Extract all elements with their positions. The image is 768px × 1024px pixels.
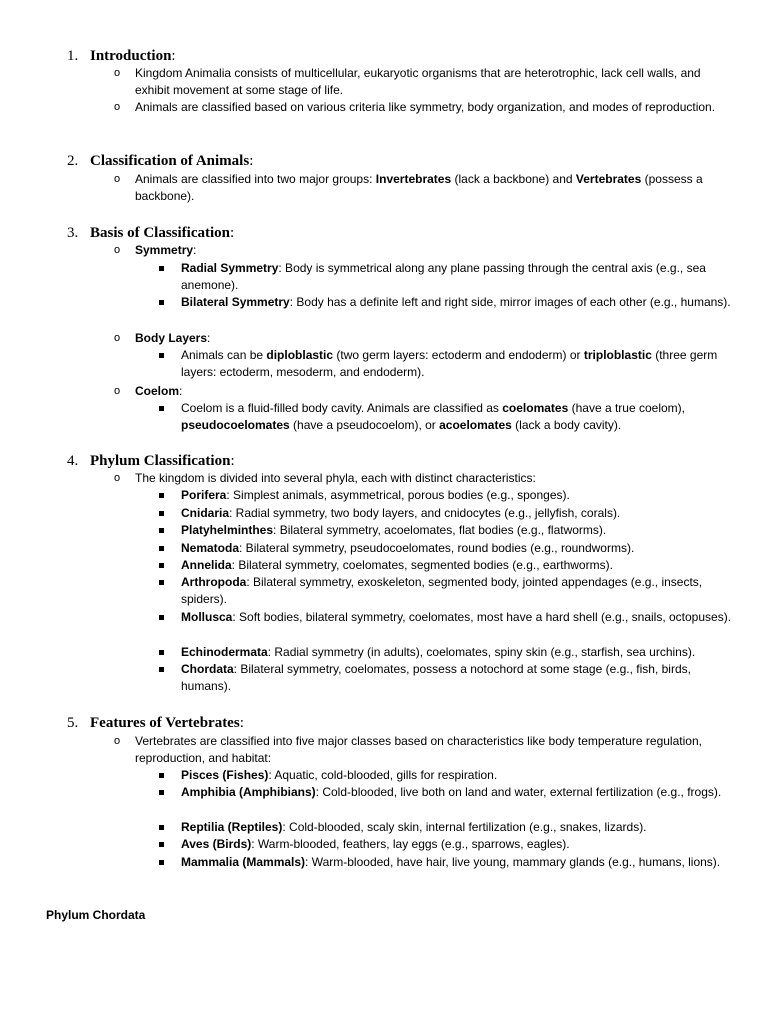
list-item: Animals can be diploblastic (two germ layers: ectoderm and endoderm) or triploblastic (three germ layers: ectoderm, mesoderm, and endoderm). [181, 348, 718, 380]
subheading-phylum-chordata: Phylum Chordata [46, 908, 146, 922]
square-bullet-icon [159, 773, 164, 778]
section-heading: Basis of Classification: [90, 225, 235, 241]
circle-bullet-icon: o [114, 385, 121, 397]
section-number: 5. [67, 715, 79, 731]
list-item: Platyhelminthes: Bilateral symmetry, acoelomates, flat bodies (e.g., flatworms). [181, 523, 607, 537]
list-item: Mammalia (Mammals): Warm-blooded, have hair, live young, mammary glands (e.g., humans, lions). [181, 855, 721, 869]
list-item: Annelida: Bilateral symmetry, coelomates, segmented bodies (e.g., earthworms). [181, 558, 613, 572]
square-bullet-icon [159, 528, 164, 533]
section-heading: Features of Vertebrates: [90, 715, 244, 731]
group-label: Symmetry: [135, 243, 197, 257]
square-bullet-icon [159, 406, 164, 411]
square-bullet-icon [159, 546, 164, 551]
list-item: Nematoda: Bilateral symmetry, pseudocoelomates, round bodies (e.g., roundworms). [181, 541, 635, 555]
circle-bullet-icon: o [114, 173, 121, 185]
square-bullet-icon [159, 300, 164, 305]
circle-bullet-icon: o [114, 332, 121, 344]
section-number: 3. [67, 225, 79, 241]
circle-bullet-icon: o [114, 101, 121, 113]
list-item: Animals are classified based on various criteria like symmetry, body organization, and modes of reproduction. [135, 100, 716, 114]
list-item: Arthropoda: Bilateral symmetry, exoskeleton, segmented body, jointed appendages (e.g., insects, spiders). [181, 575, 703, 607]
list-intro: The kingdom is divided into several phyla, each with distinct characteristics: [135, 471, 536, 485]
list-item: Coelom is a fluid-filled body cavity. Animals are classified as coelomates (have a true coelom), pseudocoelomates (have a pseudocoelom), or acoelomates (lack a body cavity). [181, 401, 685, 433]
square-bullet-icon [159, 580, 164, 585]
list-intro: Vertebrates are classified into five major classes based on characteristics like body temperature regulation, reproduction, and habitat: [135, 734, 702, 766]
square-bullet-icon [159, 615, 164, 620]
square-bullet-icon [159, 860, 164, 865]
square-bullet-icon [159, 790, 164, 795]
square-bullet-icon [159, 493, 164, 498]
group-label: Coelom: [135, 384, 183, 398]
section-heading: Phylum Classification: [90, 453, 235, 469]
list-item: Pisces (Fishes): Aquatic, cold-blooded, gills for respiration. [181, 768, 498, 782]
square-bullet-icon [159, 563, 164, 568]
square-bullet-icon [159, 353, 164, 358]
list-item: Bilateral Symmetry: Body has a definite left and right side, mirror images of each other (e.g., humans). [181, 295, 731, 309]
square-bullet-icon [159, 842, 164, 847]
section-number: 1. [67, 48, 79, 64]
square-bullet-icon [159, 825, 164, 830]
list-item: Reptilia (Reptiles): Cold-blooded, scaly skin, internal fertilization (e.g., snakes, lizards). [181, 820, 647, 834]
list-item: Radial Symmetry: Body is symmetrical along any plane passing through the central axis (e.g., sea anemone). [181, 261, 706, 293]
section-heading: Classification of Animals: [90, 153, 254, 169]
list-item: Kingdom Animalia consists of multicellular, eukaryotic organisms that are heterotrophic, lack cell walls, and exhibit movement at some stage of life. [135, 66, 701, 98]
list-item: Cnidaria: Radial symmetry, two body layers, and cnidocytes (e.g., jellyfish, corals). [181, 506, 621, 520]
section-number: 4. [67, 453, 79, 469]
circle-bullet-icon: o [114, 244, 121, 256]
list-item: Mollusca: Soft bodies, bilateral symmetry, coelomates, most have a hard shell (e.g., snails, octopuses). [181, 610, 732, 624]
list-item: Chordata: Bilateral symmetry, coelomates, possess a notochord at some stage (e.g., fish, birds, humans). [181, 662, 691, 694]
square-bullet-icon [159, 266, 164, 271]
section-heading: Introduction: [90, 48, 176, 64]
list-item: Aves (Birds): Warm-blooded, feathers, lay eggs (e.g., sparrows, eagles). [181, 837, 570, 851]
group-label: Body Layers: [135, 331, 211, 345]
square-bullet-icon [159, 511, 164, 516]
circle-bullet-icon: o [114, 67, 121, 79]
circle-bullet-icon: o [114, 472, 121, 484]
square-bullet-icon [159, 667, 164, 672]
circle-bullet-icon: o [114, 735, 121, 747]
list-item: Porifera: Simplest animals, asymmetrical, porous bodies (e.g., sponges). [181, 488, 570, 502]
square-bullet-icon [159, 650, 164, 655]
list-item: Animals are classified into two major groups: Invertebrates (lack a backbone) and Vertebrates (possess a backbone). [135, 172, 703, 204]
section-number: 2. [67, 153, 79, 169]
list-item: Amphibia (Amphibians): Cold-blooded, live both on land and water, external fertilization (e.g., frogs). [181, 785, 722, 799]
list-item: Echinodermata: Radial symmetry (in adults), coelomates, spiny skin (e.g., starfish, sea urchins). [181, 645, 696, 659]
